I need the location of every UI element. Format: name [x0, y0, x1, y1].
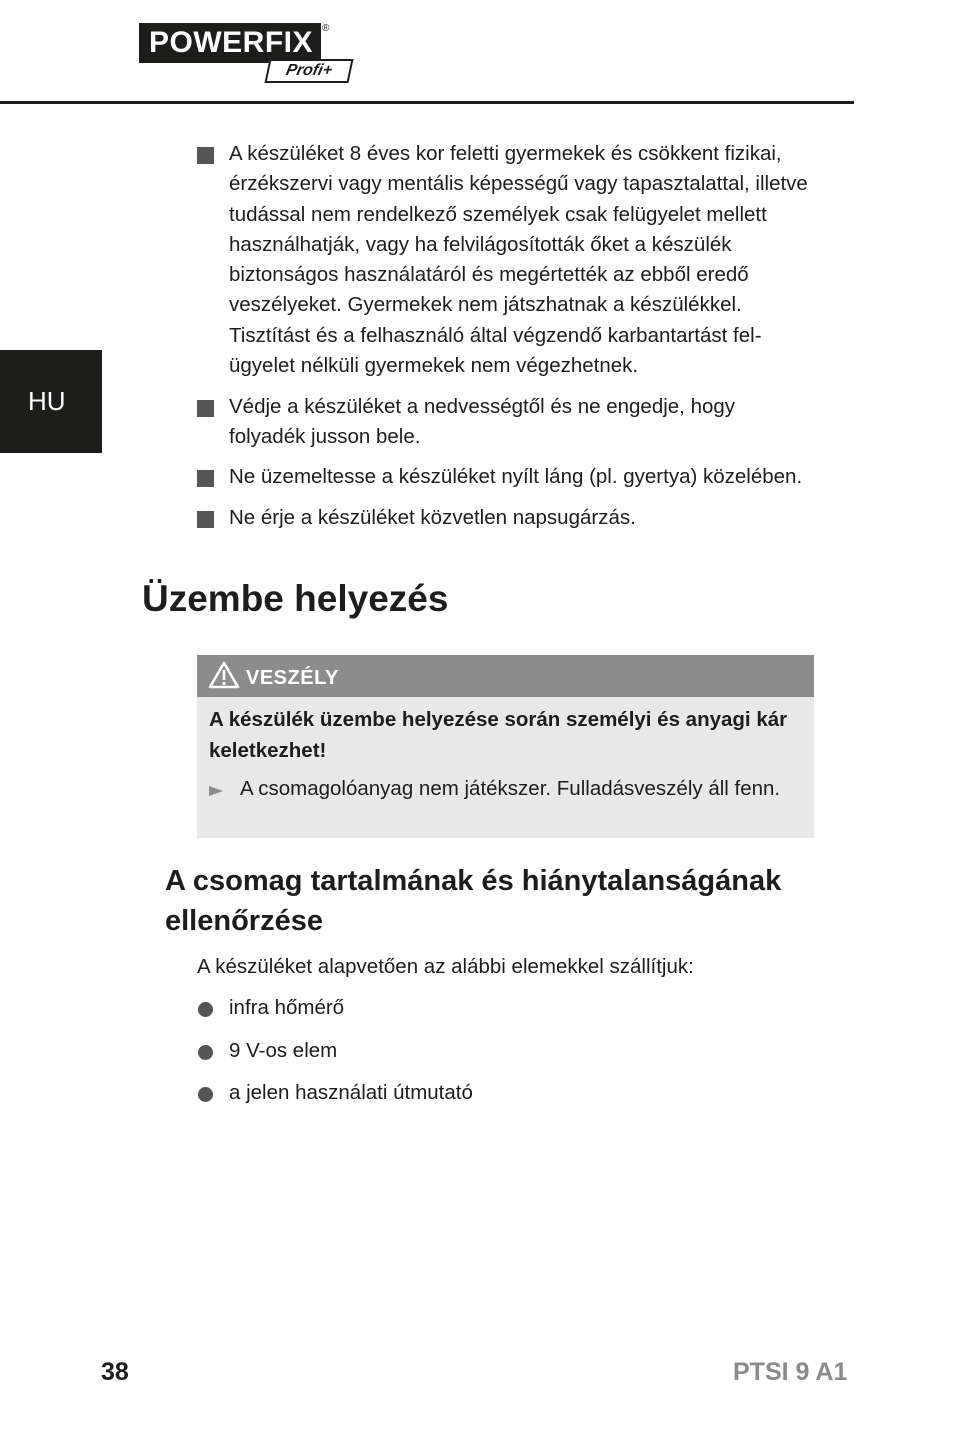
logo-profi-badge: Profi+ [264, 59, 353, 83]
warning-triangle-icon [208, 661, 240, 689]
list-item-text: infra hőmérő [229, 996, 345, 1019]
square-bullet-icon [197, 511, 214, 528]
list-item-text: a jelen használati útmutató [229, 1081, 473, 1104]
round-bullet-icon [198, 1087, 213, 1102]
list-item-text: Védje a készüléket a nedvességtől és ne engedje, hogy folyadék jusson bele. [229, 395, 736, 449]
logo-wordmark: POWERFIX [139, 23, 321, 63]
square-bullet-icon [197, 470, 214, 487]
logo-registered-mark: ® [322, 23, 330, 34]
model-number: PTSI 9 A1 [733, 1358, 848, 1386]
list-item-text: Ne érje a készüléket közvetlen napsugárzás. [229, 506, 636, 529]
square-bullet-icon [197, 400, 214, 417]
round-bullet-icon [198, 1045, 213, 1060]
round-bullet-icon [198, 1002, 213, 1017]
danger-statement: A készülék üzembe helyezése során személyi és anyagi kár keletkezhet! [209, 708, 788, 762]
section-title: Üzembe helyezés [142, 578, 449, 619]
intro-text: A készüléket alapvetően az alábbi elemekkel szállítjuk: [197, 955, 694, 978]
danger-header [197, 655, 814, 697]
subsection-title: A csomag tartalmának és hiánytalanságának ellenőrzése [165, 865, 782, 937]
danger-box [197, 655, 814, 838]
language-tab [0, 350, 102, 453]
language-code: HU [28, 386, 66, 416]
danger-instruction: A csomagolóanyag nem játékszer. Fulladásveszély áll fenn. [240, 777, 781, 800]
arrow-right-icon [209, 784, 223, 798]
list-item-text: 9 V-os elem [229, 1039, 338, 1062]
danger-label: VESZÉLY [246, 667, 339, 689]
list-item-text: A készüléket 8 éves kor feletti gyermekek és csökkent fizikai, érzékszervi vagy mentális képességű vagy tapasztalattal, illetve tudással nem rendelkező személyek csak felügyelet mellett használhatják, vagy ha felvilágosították őket a készülék biztonságos használatáról és megértették az ebből eredő veszélyeket. Gyermekek nem játszhatnak a készülékkel. Tisztítást és a felhasználó által végzendő karbantartást fel-ügyelet nélküli gyermekek nem végezhetnek. [229, 142, 808, 378]
page-number: 38 [101, 1358, 129, 1386]
square-bullet-icon [197, 147, 214, 164]
brand-logo [139, 23, 354, 85]
header-divider [0, 101, 854, 104]
list-item-text: Ne üzemeltesse a készüléket nyílt láng (pl. gyertya) közelében. [229, 465, 803, 488]
